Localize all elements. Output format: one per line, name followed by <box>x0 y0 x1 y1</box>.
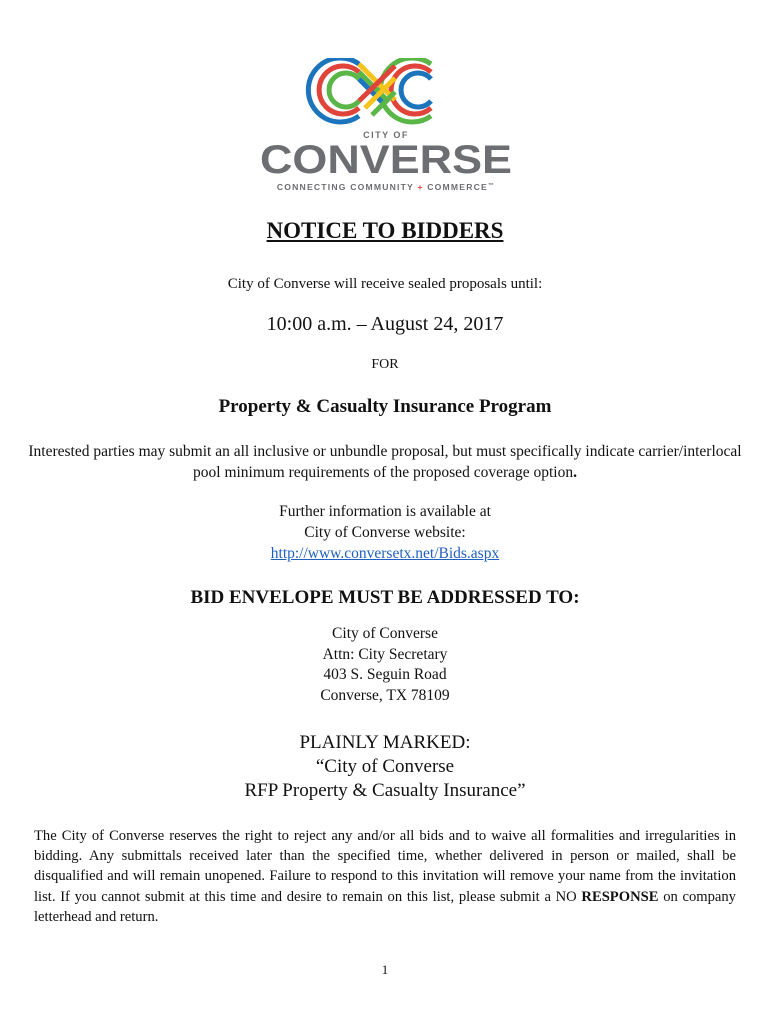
plainly-line: “City of Converse <box>315 756 455 777</box>
logo-tagline-end: COMMERCE <box>427 182 488 192</box>
logo-city-of: CITY OF <box>363 130 409 140</box>
address-line: City of Converse <box>332 625 438 642</box>
further-line-1: Further information is available at <box>279 503 491 520</box>
address-line: Attn: City Secretary <box>322 645 448 663</box>
logo-tagline <box>277 182 495 192</box>
page-number: 1 <box>381 962 389 977</box>
mailing-address <box>0 624 770 706</box>
reserves-text: The City of Converse reserves the right to reject any and/or all bids and to waive all formalities and irregularities in bidding. Any submittals received later than the specified time, whether delivered in person or mailed, shall be disqualified and will remain unopened. Failure to respond to this invitation will remove your name from the invitation list. If you cannot submit at this time and desire to remain on this list, please submit a NO <box>34 828 736 905</box>
plainly-marked <box>0 731 770 803</box>
bids-link[interactable]: http://www.conversetx.net/Bids.aspx <box>270 545 500 562</box>
deadline-text: 10:00 a.m. – August 24, 2017 <box>266 313 504 335</box>
reserves-paragraph <box>34 826 736 927</box>
plainly-line: PLAINLY MARKED: <box>299 732 471 753</box>
address-line: 403 S. Seguin Road <box>323 666 447 683</box>
logo-trademark: ™ <box>487 183 496 189</box>
address-line: Converse, TX 78109 <box>320 686 450 704</box>
interlocking-rings-emblem <box>308 58 431 122</box>
city-of-converse-logo <box>255 58 517 198</box>
logo-name: CONVERSE <box>260 138 512 182</box>
interest-end: . <box>573 464 577 481</box>
intro-text: City of Converse will receive sealed proposals until: <box>227 276 543 292</box>
plainly-line: RFP Property & Casualty Insurance” <box>244 780 526 801</box>
reserves-end: on company letterhead and return. <box>34 888 736 925</box>
program-title: Property & Casualty Insurance Program <box>218 396 552 417</box>
notice-title: NOTICE TO BIDDERS <box>266 218 504 243</box>
reserves-bold: RESPONSE <box>581 888 659 905</box>
interest-text: Interested parties may submit an all inclusive or unbundle proposal, but must specifically indicate carrier/interlocal pool minimum requirements of the proposed coverage option <box>28 443 742 481</box>
further-info <box>0 501 770 564</box>
interest-paragraph <box>25 441 745 483</box>
for-label: FOR <box>371 357 399 372</box>
addressed-heading: BID ENVELOPE MUST BE ADDRESSED TO: <box>190 587 580 608</box>
logo-tagline-start: CONNECTING COMMUNITY <box>276 182 414 192</box>
logo-tagline-plus: + <box>417 182 424 192</box>
further-line-2: City of Converse website: <box>304 524 466 541</box>
